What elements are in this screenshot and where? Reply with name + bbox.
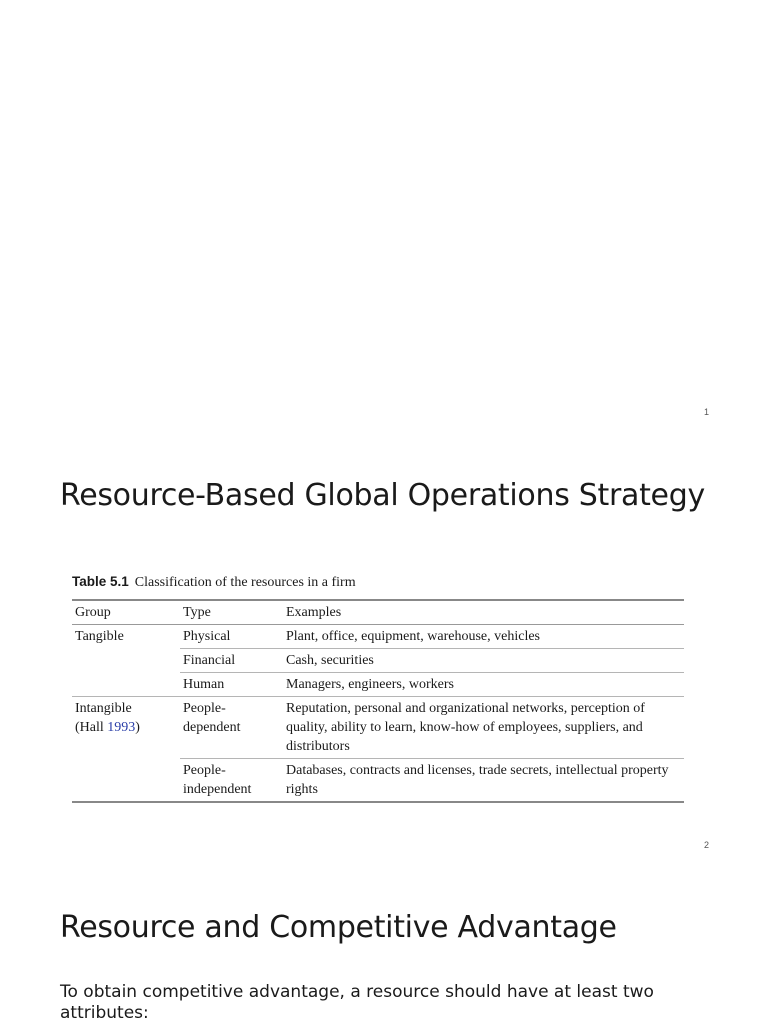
cell-group-empty [72, 759, 180, 803]
cell-type: Financial [180, 649, 283, 673]
cell-examples: Reputation, personal and organizational networks, perception of quality, ability to learn, know-how of employees, suppliers, and distributors [283, 697, 684, 759]
slide-body-text: To obtain competitive advantage, a resource should have at least two attributes: [60, 982, 654, 1023]
header-group: Group [72, 600, 180, 625]
cell-examples: Cash, securities [283, 649, 684, 673]
table-row [72, 759, 684, 803]
cell-group-empty [72, 673, 180, 697]
cell-group-empty [72, 649, 180, 673]
group-note-suffix: ) [135, 720, 140, 735]
cell-type: Human [180, 673, 283, 697]
type-line-2: dependent [183, 720, 241, 735]
slide-title-resource-based: Resource-Based Global Operations Strategy [60, 478, 705, 513]
table-row [72, 649, 684, 673]
group-note-prefix: (Hall [75, 720, 108, 735]
cell-type: Physical [180, 625, 283, 649]
type-line-1: People- [183, 763, 226, 778]
slide-title-competitive-advantage: Resource and Competitive Advantage [60, 910, 617, 945]
table-label: Table 5.1 [72, 574, 129, 589]
table-header-row [72, 600, 684, 625]
page-number-1: 1 [704, 407, 710, 417]
table-caption [72, 574, 684, 591]
cell-type [180, 697, 283, 759]
cell-group: Tangible [75, 629, 124, 644]
group-intangible: Intangible [75, 701, 132, 716]
resources-table [72, 599, 684, 803]
type-line-1: People- [183, 701, 226, 716]
citation-year-link[interactable]: 1993 [107, 720, 136, 735]
table-caption-text: Classification of the resources in a firm [134, 575, 356, 590]
table-row [72, 625, 684, 649]
cell-examples: Managers, engineers, workers [283, 673, 684, 697]
header-examples: Examples [283, 600, 684, 625]
cell-examples: Plant, office, equipment, warehouse, vehicles [283, 625, 684, 649]
table-row [72, 697, 684, 759]
page-number-2: 2 [704, 840, 710, 850]
resources-table-figure [72, 574, 684, 803]
header-type: Type [180, 600, 283, 625]
cell-type [180, 759, 283, 803]
table-row [72, 673, 684, 697]
cell-group [72, 697, 180, 759]
type-line-2: independent [183, 782, 252, 797]
cell-examples: Databases, contracts and licenses, trade secrets, intellectual property rights [283, 759, 684, 803]
